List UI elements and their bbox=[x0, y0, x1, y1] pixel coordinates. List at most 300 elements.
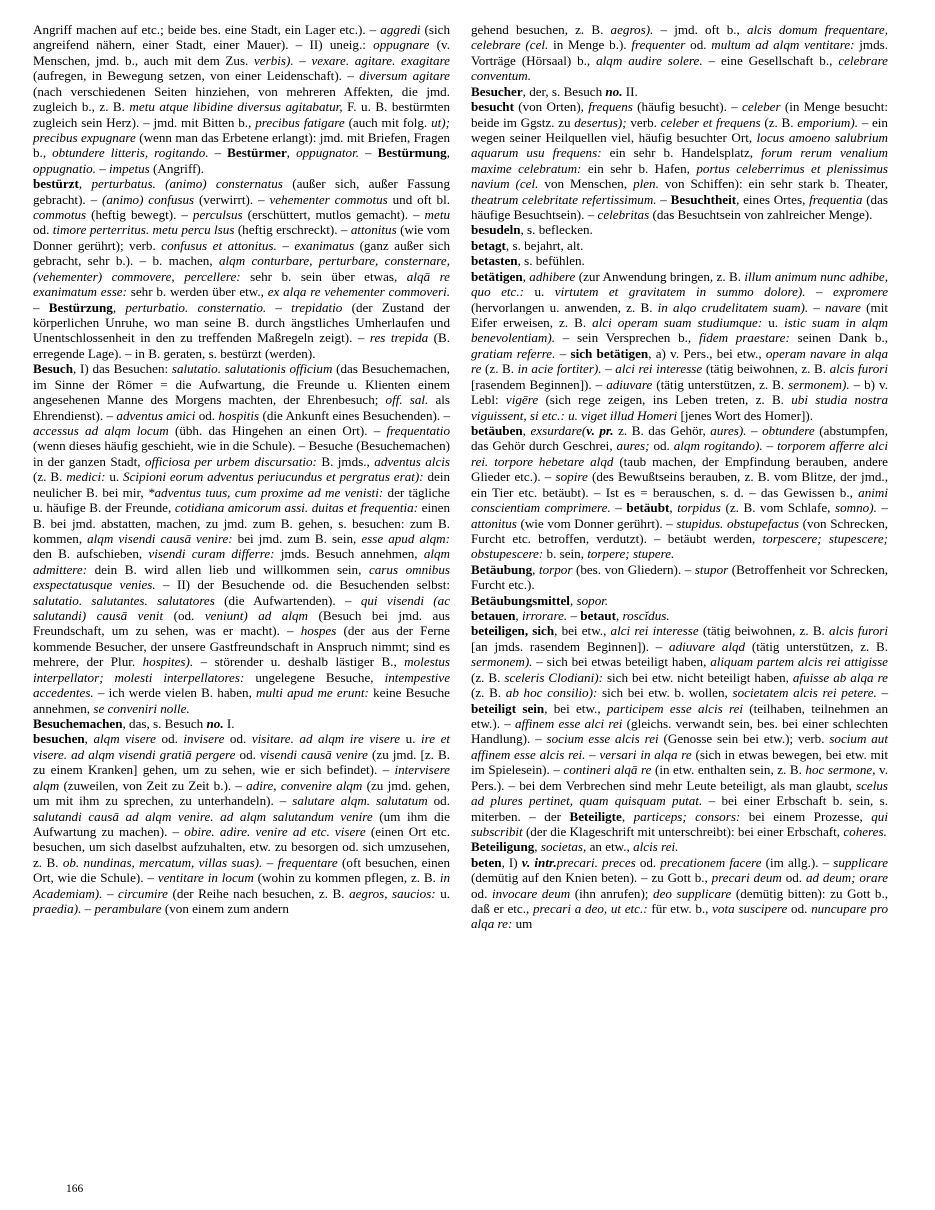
gloss-text: , bei etw., bbox=[554, 623, 611, 639]
gloss-text: (demütig bitten): zu Gott b., daß er etc., bbox=[471, 885, 889, 917]
gloss-text: (erschüttert, mutlos gemacht). – bbox=[247, 207, 425, 223]
latin-term: salutatio. salutationis officium bbox=[171, 361, 337, 377]
latin-term: celeber bbox=[742, 99, 785, 115]
gloss-text: (Angriff). bbox=[153, 160, 205, 176]
latin-term: gratiam referre. bbox=[471, 345, 560, 361]
latin-term: multum ad alqm ventitare: bbox=[711, 37, 860, 53]
dictionary-entry bbox=[471, 423, 888, 562]
gloss-text: – bbox=[33, 299, 49, 315]
latin-term: invocare deum bbox=[491, 885, 575, 901]
gloss-text: , bbox=[78, 176, 92, 192]
headword-text: Besuchemachen bbox=[33, 715, 123, 731]
gloss-text: als Ehrendienst). – bbox=[33, 392, 450, 423]
gloss-text: (auch mit folg. bbox=[348, 114, 432, 130]
gloss-text: – bbox=[660, 191, 671, 207]
gloss-text: (einen Ort etc. besuchen, um sich daselbst aufzuhalten, etw. zu besorgen od. sich umzusehen, z. B. bbox=[33, 823, 450, 870]
gloss-text: (wie vom Donner gerührt). – bbox=[520, 515, 677, 531]
latin-term: qui subscribit bbox=[471, 808, 888, 839]
gloss-text: sehr b. werden über etw., bbox=[130, 284, 268, 300]
latin-term: oppugnatio. – impetus bbox=[33, 160, 154, 176]
gloss-text: (Betroffenheit vor Schrecken, Furcht etc.). bbox=[471, 561, 889, 593]
latin-term: multi apud me erunt: bbox=[256, 685, 374, 701]
latin-term: supplicare bbox=[833, 854, 889, 870]
gloss-text: ungelegene Besuche, bbox=[255, 669, 385, 685]
latin-term: in acie fortiter). – alci rei interesse bbox=[517, 361, 706, 377]
headword-text: betätigen bbox=[471, 268, 523, 284]
gloss-text: bei einem Prozesse, bbox=[748, 808, 872, 824]
latin-term: alqm admittere: bbox=[33, 546, 450, 577]
latin-term: invisere bbox=[183, 731, 230, 747]
gloss-text: , bbox=[532, 561, 539, 577]
dictionary-entry bbox=[471, 593, 888, 608]
gloss-text: (Genosse sein bei etw.); verb. bbox=[663, 731, 830, 747]
latin-term: medici: bbox=[66, 469, 110, 485]
gloss-text: I. bbox=[226, 715, 235, 731]
gloss-text: sich bei etw. b. wollen, bbox=[601, 685, 733, 701]
gloss-text: , das, s. Besuch bbox=[122, 715, 207, 731]
gloss-text: (das häufige Besuchtsein). – bbox=[471, 191, 889, 223]
latin-term: societas, bbox=[540, 839, 590, 855]
latin-term: torpidus bbox=[677, 500, 726, 516]
gloss-text: (teilhaben, teilnehmen an etw.). – bbox=[471, 700, 888, 731]
gloss-text: jmds. Besuch annehmen, bbox=[280, 546, 424, 562]
latin-term: perturbatio. consternatio. – trepidatio bbox=[125, 299, 352, 315]
dictionary-entry bbox=[33, 716, 450, 731]
gloss-text: (nach verschiedenen Seiten hinziehen, von mehreren Affekten, die jmd. zugleich b., z. B. bbox=[33, 83, 450, 115]
latin-term: vehementer commotus bbox=[269, 191, 393, 207]
gloss-text: – bbox=[615, 500, 627, 516]
headword-text: betasten bbox=[471, 253, 518, 269]
latin-term: praedia). – perambulare bbox=[33, 901, 165, 917]
gloss-text: seinen Dank b., bbox=[797, 330, 888, 346]
latin-term: frequenter bbox=[631, 37, 691, 53]
dictionary-entry bbox=[471, 608, 888, 623]
gloss-text: (zu jmd. [z. B. zu einem Kranken] gehen, um zu sehen, wie er sich befindet). – bbox=[33, 746, 451, 778]
gloss-text: , der, s. Besuch bbox=[522, 83, 606, 99]
gloss-text: (in Menge besucht: beide im Ggstz. zu bbox=[471, 99, 888, 130]
gloss-text: (die Ankunft eines Besuchenden). – bbox=[262, 407, 451, 423]
latin-term: attonitus bbox=[350, 222, 401, 238]
latin-term: alci rei interesse bbox=[610, 623, 703, 639]
headword-text: Bestürmer bbox=[227, 145, 287, 161]
gloss-text: gehend besuchen, z. B. bbox=[471, 22, 611, 37]
gloss-text: , s. befühlen. bbox=[517, 253, 585, 269]
latin-term: perculsus bbox=[192, 207, 248, 223]
gloss-text: (der Reihe nach besuchen, z. B. bbox=[172, 885, 350, 901]
gloss-text: od. bbox=[198, 407, 219, 423]
latin-term: adhibere bbox=[529, 268, 579, 284]
dictionary-entry bbox=[33, 731, 450, 916]
gloss-text: (des Bewußtseins berauben, z. B. vom Blitze, der jmd., ein Tier etc. betäubt). – Ist es = berauschen, s. d. – das Gewissen b., bbox=[471, 469, 888, 500]
dictionary-entry bbox=[471, 253, 888, 268]
latin-term: fidem praestare: bbox=[698, 330, 798, 346]
latin-term: alcis domum frequentare, celebrare (cel. bbox=[471, 22, 888, 53]
gloss-text: (sich rege zeigen, ins Leben treten, z. B. bbox=[545, 392, 792, 408]
gloss-text: – b) v. Lebl: bbox=[471, 376, 888, 408]
latin-term: plen. bbox=[633, 176, 665, 192]
latin-term: stupor bbox=[694, 561, 732, 577]
latin-term: ventitare in locum bbox=[157, 870, 258, 886]
headword-text: sich betätigen bbox=[570, 345, 649, 361]
latin-term: irrorare. bbox=[521, 608, 571, 624]
gloss-text: (aufregen, in Bewegung setzen, von einer Leidenschaft). – bbox=[33, 68, 360, 84]
gloss-text: (häufig besucht). – bbox=[637, 99, 743, 115]
latin-term: visitare. ad alqm ire visere bbox=[251, 731, 406, 747]
latin-term: metu bbox=[424, 207, 450, 223]
latin-term: hospitis bbox=[218, 407, 263, 423]
gloss-text: , bbox=[621, 808, 634, 824]
headword-text: Besuch bbox=[33, 361, 74, 377]
gloss-text: (demütig auf den Knien beten). – zu Gott b., bbox=[471, 870, 712, 886]
gloss-text: in Menge b.). bbox=[553, 37, 632, 53]
gloss-text: (sich angreifend nähern, einer Stadt, einer Mauer). – II) uneig.: bbox=[33, 22, 450, 53]
right-text-column bbox=[471, 22, 888, 932]
latin-term: obtundere litteris, rogitando. bbox=[52, 145, 215, 161]
latin-term: sopire bbox=[555, 469, 592, 485]
gloss-text: b. sein, bbox=[546, 546, 588, 562]
latin-term: confusus et attonitus. – exanimatus bbox=[161, 237, 360, 253]
latin-term: alqm audire solere. bbox=[596, 52, 709, 68]
gloss-text: und oft bl. bbox=[392, 191, 450, 207]
latin-term: deo supplicare bbox=[653, 885, 736, 901]
headword-text: Beteiligte bbox=[569, 808, 622, 824]
gloss-text: od. bbox=[639, 854, 661, 870]
headword-text: Besucher bbox=[471, 83, 523, 99]
gloss-text: (im allg.). – bbox=[765, 854, 834, 870]
latin-term: metu atque libidine diversus agitabatur, bbox=[129, 99, 348, 115]
gloss-text: B. jmds., bbox=[321, 453, 375, 469]
abbreviation-marker: v. pr. bbox=[586, 422, 619, 438]
latin-term: Scipioni eorum adventus periucundus et pergratus erat): bbox=[123, 469, 428, 485]
gloss-text: , bbox=[669, 500, 678, 516]
gloss-text: – bbox=[214, 145, 228, 161]
column-container bbox=[33, 22, 902, 1170]
gloss-text: – sein Versprechen b., bbox=[562, 330, 699, 346]
latin-term: precibus fatigare bbox=[255, 114, 349, 130]
latin-term: diversum agitare bbox=[359, 68, 450, 84]
abbreviation-marker: no. bbox=[605, 83, 626, 99]
gloss-text: z. B. das Gehör, bbox=[618, 422, 711, 438]
latin-term: illum animum nunc adhibe, quo etc.: bbox=[471, 268, 889, 300]
latin-term: in alqo crudelitatem suam). – navare bbox=[657, 299, 867, 315]
page-number: 166 bbox=[66, 1183, 84, 1195]
gloss-text: (z. B. bbox=[764, 114, 798, 130]
headword-text: betauen bbox=[471, 608, 516, 624]
gloss-text: u. bbox=[109, 469, 124, 485]
headword-text: Betäubungsmittel bbox=[471, 592, 570, 608]
latin-term: celebritas bbox=[597, 207, 653, 223]
gloss-text: – bbox=[815, 284, 833, 300]
latin-term: virtutem et gravitatem in summo dolore). bbox=[554, 284, 816, 300]
headword-text: betaut bbox=[580, 608, 616, 624]
headword-text: bestürzt bbox=[33, 176, 79, 192]
gloss-text: (od. bbox=[173, 608, 205, 624]
gloss-text: od. bbox=[785, 870, 806, 886]
latin-term: aures; bbox=[616, 438, 654, 454]
gloss-text: (sich in etwas bewegen, bei etw. mit im Spielesein). – bbox=[471, 746, 888, 778]
latin-term: visendi curam differre: bbox=[148, 546, 281, 562]
latin-term: molestus interpellator; molesti interpellatores: bbox=[33, 654, 450, 685]
gloss-text: (wie vom Donner gerührt); verb. bbox=[33, 222, 450, 253]
gloss-text: , I) bbox=[501, 854, 522, 870]
latin-term: ob. nundinas, mercatum, villas suas). – frequentare bbox=[62, 854, 343, 870]
latin-term: aegros). bbox=[610, 22, 661, 37]
gloss-text: [an jmds. rasendem Beginnen]). – bbox=[471, 638, 670, 654]
gloss-text: keine Besuche annehmen, bbox=[33, 685, 450, 716]
gloss-text: (wenn man das Erbetene erlangt): jmd. mit Briefen, Fragen b., bbox=[33, 129, 451, 161]
latin-term: locus amoeno salubrium aquarum usu frequens: bbox=[471, 129, 888, 161]
latin-term: alqā re exanimatum esse: bbox=[33, 268, 450, 300]
gloss-text: (tätig beiwohnen, z. B. bbox=[702, 623, 830, 639]
latin-term: adventus alcis bbox=[374, 453, 450, 469]
latin-term: affinem esse alci rei bbox=[514, 715, 627, 731]
gloss-text: (von einem zum andern bbox=[164, 901, 289, 917]
latin-term: adventus amici bbox=[116, 407, 199, 423]
gloss-text: (um ihm die Aufwartung zu machen). – bbox=[33, 808, 450, 839]
headword-text: Bestürmung bbox=[377, 145, 447, 161]
dictionary-entry bbox=[471, 562, 888, 593]
gloss-text: , bbox=[84, 731, 94, 747]
abbreviation-marker: no. bbox=[206, 715, 227, 731]
latin-term: accessus ad alqm locum bbox=[33, 422, 175, 438]
latin-term: adiuvare alqd bbox=[669, 638, 752, 654]
gloss-text: , bbox=[112, 299, 126, 315]
latin-term: alci operam suam studiumque: bbox=[592, 315, 769, 331]
latin-term: somno). – attonitus bbox=[471, 500, 888, 531]
latin-term: precari a deo, ut etc.: bbox=[532, 901, 652, 917]
headword-text: betäubt bbox=[626, 500, 670, 516]
latin-term: commotus bbox=[33, 207, 92, 223]
latin-term: ubi studia nostra viguissent, si etc.: u. viget illud Homeri bbox=[471, 392, 889, 423]
latin-term: precari deum bbox=[711, 870, 786, 886]
dictionary-entry bbox=[471, 238, 888, 253]
gloss-text: (das Besuchtsein von zahlreicher Menge). bbox=[652, 207, 873, 223]
gloss-text: od. bbox=[239, 746, 260, 762]
latin-term: socium esse alcis rei bbox=[546, 731, 664, 747]
latin-term: frequens bbox=[588, 99, 638, 115]
latin-term: istic suam in alqm benevolentiam). bbox=[471, 315, 888, 346]
latin-term: intervisere alqm bbox=[33, 762, 450, 793]
gloss-text: , s. bejahrt, alt. bbox=[505, 237, 584, 253]
entry-continuation bbox=[471, 22, 888, 84]
gloss-text: od. bbox=[690, 37, 712, 53]
gloss-text: (ihn anrufen); bbox=[574, 885, 654, 901]
latin-term: in Academiam). – circumire bbox=[33, 870, 450, 901]
gloss-text: , a) v. Pers., bei etw., bbox=[648, 345, 766, 361]
latin-term: ut); precibus expugnare bbox=[33, 114, 450, 145]
gloss-text: (heftig bewegt). – bbox=[91, 207, 193, 223]
gloss-text: (außer sich, außer Fassung gebracht). – bbox=[33, 176, 451, 207]
gloss-text: ein sehr b. Hafen, bbox=[587, 160, 697, 176]
latin-term: celeber et frequens bbox=[660, 114, 765, 130]
gloss-text: od. bbox=[433, 793, 450, 809]
gloss-text: einen B. bei jmd. abstatten, machen, zu jmd. zum B. gehen, s. besuchen: zum B. kommen, bbox=[33, 500, 450, 546]
gloss-text: (tätig unterstützen, z. B. bbox=[656, 376, 789, 392]
latin-term: officiosa per urbem discursatio: bbox=[144, 453, 322, 469]
gloss-text: – sich bei etwas beteiligt haben, bbox=[536, 654, 711, 670]
gloss-text: (bes. von Gliedern). – bbox=[575, 561, 695, 577]
gloss-text: , s. beflecken. bbox=[520, 222, 593, 238]
gloss-text: , bbox=[534, 839, 541, 855]
gloss-text: – störender u. deshalb lästiger B., bbox=[200, 654, 405, 670]
gloss-text: von Menschen, bbox=[544, 176, 634, 192]
dictionary-entry bbox=[33, 176, 450, 361]
latin-term: hospites). bbox=[142, 654, 201, 670]
gloss-text: ein sehr b. Handelsplatz, bbox=[609, 145, 762, 161]
gloss-text: Angriff machen auf etc.; beide bes. eine Stadt, ein Lager etc.). – bbox=[33, 22, 381, 37]
gloss-text: – bbox=[881, 685, 888, 701]
gloss-text: u. bbox=[534, 284, 555, 300]
headword-text: besucht bbox=[471, 99, 519, 115]
gloss-text: (mit Eifer erweisen, z. B. bbox=[471, 299, 888, 331]
latin-term: exsurdare( bbox=[530, 422, 587, 438]
gloss-text: (von Orten), bbox=[518, 99, 589, 115]
latin-term: ab hoc consilio): bbox=[505, 685, 602, 701]
latin-term: cotidiana amicorum assi. duitas et frequentia: bbox=[174, 500, 422, 516]
latin-term: expromere bbox=[833, 284, 889, 300]
latin-term: oppugnator. bbox=[296, 145, 366, 161]
latin-term: (animo) confusus bbox=[101, 191, 199, 207]
entry-continuation bbox=[33, 22, 450, 176]
gloss-text: (v. Menschen, jmd. b., auch mit dem Zus. bbox=[33, 37, 450, 68]
latin-term: versari in alqa re bbox=[599, 746, 696, 762]
headword-text: beteiligt sein bbox=[471, 700, 545, 716]
gloss-text: (tätig unterstützen, z. B. bbox=[751, 638, 889, 654]
gloss-text: v. Pers.). – bei dem Verbrechen sind mehr Leute beteiligt, als man glaubt, bbox=[471, 762, 888, 793]
latin-term: operam navare in alqa re bbox=[471, 345, 888, 377]
latin-term: desertus); bbox=[574, 114, 631, 130]
latin-term: contineri alqā re bbox=[563, 762, 655, 778]
latin-term: *adventus tuus, cum proxime ad me venisti: bbox=[147, 484, 388, 500]
latin-term: esse apud alqm: bbox=[361, 530, 450, 546]
headword-text: besuchen bbox=[33, 731, 85, 747]
gloss-text: u. bbox=[405, 731, 421, 747]
gloss-text: [jenes Wort des Homer]). bbox=[680, 407, 813, 423]
gloss-text: (wohin zu kommen pflegen, z. B. bbox=[257, 870, 440, 886]
latin-term: obire. adire. venire ad etc. visere bbox=[184, 823, 371, 839]
gloss-text: , bbox=[286, 145, 297, 161]
headword-text: betagt bbox=[471, 237, 506, 253]
latin-term: aegros, saucios: bbox=[349, 885, 441, 901]
latin-term: torpor bbox=[538, 561, 576, 577]
gloss-text: (z. B. vom Schlafe, bbox=[725, 500, 836, 516]
latin-term: portus celeberrimus et plenissimus navium (cel. bbox=[471, 160, 888, 192]
gloss-text: (wenn dieses häufig geschieht, wie in die Schule). – Besuche (Besuchemachen) in der ganzen Stadt, bbox=[33, 438, 450, 469]
abbreviation-marker: v. intr. bbox=[521, 854, 557, 870]
gloss-text: um bbox=[515, 916, 533, 932]
gloss-text: dein neulicher B. bei mir, bbox=[33, 469, 451, 500]
latin-term: ire et visere. ad alqm visendi gratiā pergere bbox=[33, 731, 451, 762]
latin-term: frequentia bbox=[809, 191, 867, 207]
latin-term: hospes bbox=[300, 623, 344, 639]
latin-term: perturbatus. (animo) consternatus bbox=[91, 176, 293, 192]
latin-term: alqm rogitando). – torporem afferre alci rei. torpore hebetare alqd bbox=[471, 438, 888, 469]
latin-term: sermonem). bbox=[471, 654, 537, 670]
headword-text: beten bbox=[471, 854, 502, 870]
latin-term: celebrare conventum. bbox=[471, 52, 888, 84]
gloss-text: der tägliche u. häufige B. der Freunde, bbox=[33, 484, 450, 516]
gloss-text: (abstumpfen, das Gehör durch Geschrei, bbox=[471, 422, 888, 454]
dictionary-entry bbox=[471, 222, 888, 237]
gloss-text: von Schiffen): ein sehr stark b. Theater, bbox=[664, 176, 889, 192]
gloss-text: (in etw. enthalten sein, z. B. bbox=[654, 762, 806, 778]
headword-text: beteiligen, sich bbox=[471, 623, 555, 639]
headword-text: Bestürzung bbox=[48, 299, 113, 315]
latin-term: frequentatio bbox=[386, 422, 450, 438]
gloss-text: sich bei etw. nicht beteiligt haben, bbox=[606, 669, 793, 685]
latin-term: vigēre bbox=[505, 392, 546, 408]
latin-term: sopor. bbox=[576, 592, 609, 608]
gloss-text: (z. B. bbox=[33, 469, 67, 485]
headword-text: besudeln bbox=[471, 222, 521, 238]
latin-term: res trepida bbox=[369, 330, 434, 346]
latin-term: roscĭdus. bbox=[622, 608, 670, 624]
gloss-text: (zur Anwendung bringen, z. B. bbox=[578, 268, 745, 284]
gloss-text: – II) der Besuchende od. die Besuchenden selbst: bbox=[163, 577, 450, 593]
gloss-text: [rasendem Beginnen]). – bbox=[471, 376, 607, 392]
latin-term: salutare alqm. salutatum bbox=[292, 793, 434, 809]
latin-term: alqm conturbare, perturbare, consternare, (vehementer) commovere, percellere: bbox=[33, 253, 450, 284]
latin-term: sermonem). bbox=[788, 376, 854, 392]
latin-term: coheres. bbox=[843, 823, 887, 839]
gloss-text: (das Besuchemachen, im Sinne der Römer = die Aufwartung, die Freunde u. Klienten einem angesehenen Manne des Morgens machten, der Ehrenbesuch; bbox=[33, 361, 450, 408]
gloss-text: – eine Gesellschaft b., bbox=[708, 52, 839, 68]
latin-term: precationem facere bbox=[660, 854, 766, 870]
gloss-text: (tätig beiwohnen, z. B. bbox=[705, 361, 830, 377]
dictionary-entry bbox=[471, 99, 888, 222]
latin-term: off. sal. bbox=[385, 392, 436, 408]
latin-term: torpere; stupere. bbox=[587, 546, 675, 562]
gloss-text: od. bbox=[791, 901, 812, 917]
latin-term: ad deum; orare bbox=[805, 870, 889, 886]
latin-term: intempestive accedentes. bbox=[33, 669, 451, 701]
latin-term: nuncupare pro alqa re: bbox=[471, 901, 888, 932]
gloss-text: – bei einer Erbschaft b. sein, s. miterben. – der bbox=[471, 793, 888, 824]
gloss-text: od. bbox=[229, 731, 252, 747]
gloss-text: (Besuch bei jmd. aus Freundschaft, um zu sehen, was er macht). – bbox=[33, 608, 450, 639]
gloss-text: (der aus der Ferne kommende Besucher, der unsere Gastfreundschaft in Anspruch nimmt; sind es mehrere, der Plur. bbox=[33, 623, 450, 670]
gloss-text: (zuweilen, von Zeit zu Zeit b.). – bbox=[63, 777, 247, 793]
latin-term: forum rerum venalium maxime celebratum: bbox=[471, 145, 888, 176]
latin-term: visendi causā venire bbox=[259, 746, 373, 762]
gloss-text: II. bbox=[625, 83, 638, 99]
latin-term: animi conscientiam comprimere. bbox=[471, 484, 888, 516]
gloss-text: dein B. wird allen lieb und willkommen sein, bbox=[94, 561, 369, 577]
dictionary-entry bbox=[33, 361, 450, 716]
latin-term: socium aut affinem esse alcis rei. bbox=[471, 731, 888, 762]
headword-text: Besuchtheit bbox=[670, 191, 737, 207]
latin-term: societatem alcis rei petere. bbox=[732, 685, 882, 701]
gloss-text: bei jmd. zum B. sein, bbox=[237, 530, 362, 546]
gloss-text: den B. aufschieben, bbox=[33, 546, 149, 562]
latin-term: stupidus. obstupefactus bbox=[676, 515, 803, 531]
gloss-text: , bbox=[515, 608, 522, 624]
gloss-text: (von Schrecken, Furcht etc. betroffen, verdutzt). – betäubt werden, bbox=[471, 515, 889, 546]
latin-term: aggredi bbox=[380, 22, 425, 37]
latin-term: salutandi causā ad alqm venire. ad alqm salutandum venire bbox=[33, 808, 380, 824]
latin-term: precari. preces bbox=[556, 854, 640, 870]
latin-term: vota suscipere bbox=[712, 901, 792, 917]
latin-term: torpescere; stupescere; obstupescere: bbox=[471, 530, 888, 562]
latin-term: sceleris Clodiani): bbox=[504, 669, 607, 685]
gloss-text: (die Aufwartenden). – bbox=[224, 592, 361, 608]
latin-term: aliquam partem alcis rei attigisse bbox=[710, 654, 888, 670]
gloss-text: od. bbox=[161, 731, 184, 747]
latin-term: participem esse alcis rei bbox=[606, 700, 750, 716]
latin-term: oppugnare bbox=[373, 37, 437, 53]
gloss-text: – ich werde vielen B. haben, bbox=[97, 685, 257, 701]
latin-term: aures). – obtundere bbox=[710, 422, 820, 438]
